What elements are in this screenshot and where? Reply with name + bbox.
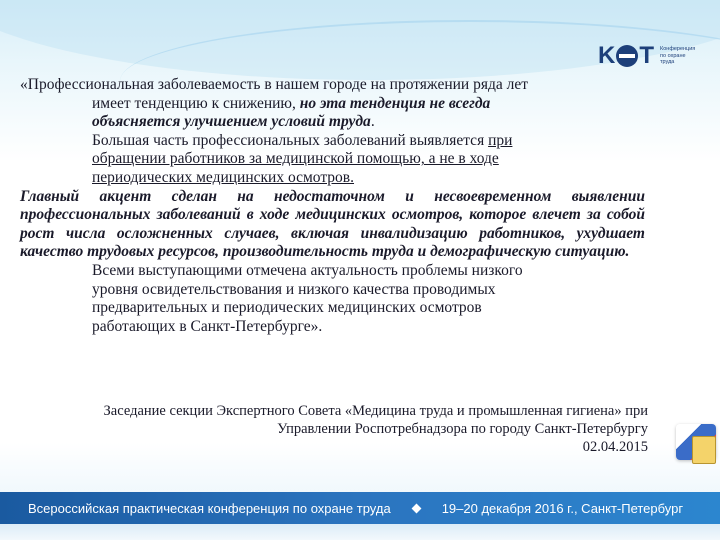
source-line: Заседание секции Экспертного Совета «Медицина труда и промышленная гигиена» при — [103, 403, 648, 419]
quote-block — [20, 76, 645, 336]
source-line: Управлении Роспотребнадзора по городу Санкт-Петербургу — [277, 421, 648, 437]
quote-text: . — [370, 113, 375, 131]
footer-date-location: 19–20 декабря 2016 г., Санкт-Петербург — [441, 500, 684, 516]
document-icon — [692, 436, 716, 464]
footer-conference-title: Всероссийская практическая конференция по охране труда — [28, 500, 391, 516]
logo-o-icon — [616, 45, 638, 67]
quote-line — [20, 95, 645, 114]
logo-caption: Конференция по охране труда — [660, 46, 696, 66]
quote-line: работающих в Санкт-Петербурге». — [92, 317, 323, 335]
quote-underlined-line: периодических медицинских осмотров. — [92, 168, 355, 186]
main-emphasis-paragraph: Главный акцент сделан на недостаточном и несвоевременном выявлении профессиональных заболеваний в ходе медицинских осмотров, которое влечет за собой рост числа осложненных случаев, включая инвалидизацию работников, ухудшает качество трудовых ресурсов, производительность труда и демографическую ситуацию. — [20, 187, 645, 261]
logo-mark — [598, 42, 654, 70]
logo-letter-k: K — [598, 42, 616, 69]
footer-bottom-strip — [0, 524, 720, 540]
source-citation — [40, 402, 648, 456]
quote-line: предварительных и периодических медицинских осмотров — [92, 299, 482, 317]
diamond-icon — [411, 503, 421, 513]
quote-line: «Профессиональная заболеваемость в нашем городе на протяжении ряда лет — [20, 76, 528, 93]
conference-logo — [598, 38, 708, 74]
quote-emphasis: но эта тенденция не всегда — [299, 94, 491, 112]
quote-text: Большая часть профессиональных заболеваний выявляется — [92, 131, 489, 149]
quote-underlined: при — [488, 131, 513, 149]
quote-line: уровня освидетельствования и низкого качества проводимых — [92, 280, 496, 298]
quote-text: имеет тенденцию к снижению, — [92, 94, 300, 112]
quote-underlined-line: обращении работников за медицинской помощью, а не в ходе — [92, 150, 499, 168]
footer-bar — [0, 492, 720, 524]
quote-emphasis: объясняется улучшением условий труда — [92, 113, 371, 131]
source-date: 02.04.2015 — [582, 439, 648, 455]
quote-line — [20, 113, 645, 132]
quote-line: Всеми выступающими отмечена актуальность проблемы низкого — [92, 261, 523, 279]
quote-line — [20, 132, 645, 151]
logo-letter-t: T — [639, 42, 655, 69]
